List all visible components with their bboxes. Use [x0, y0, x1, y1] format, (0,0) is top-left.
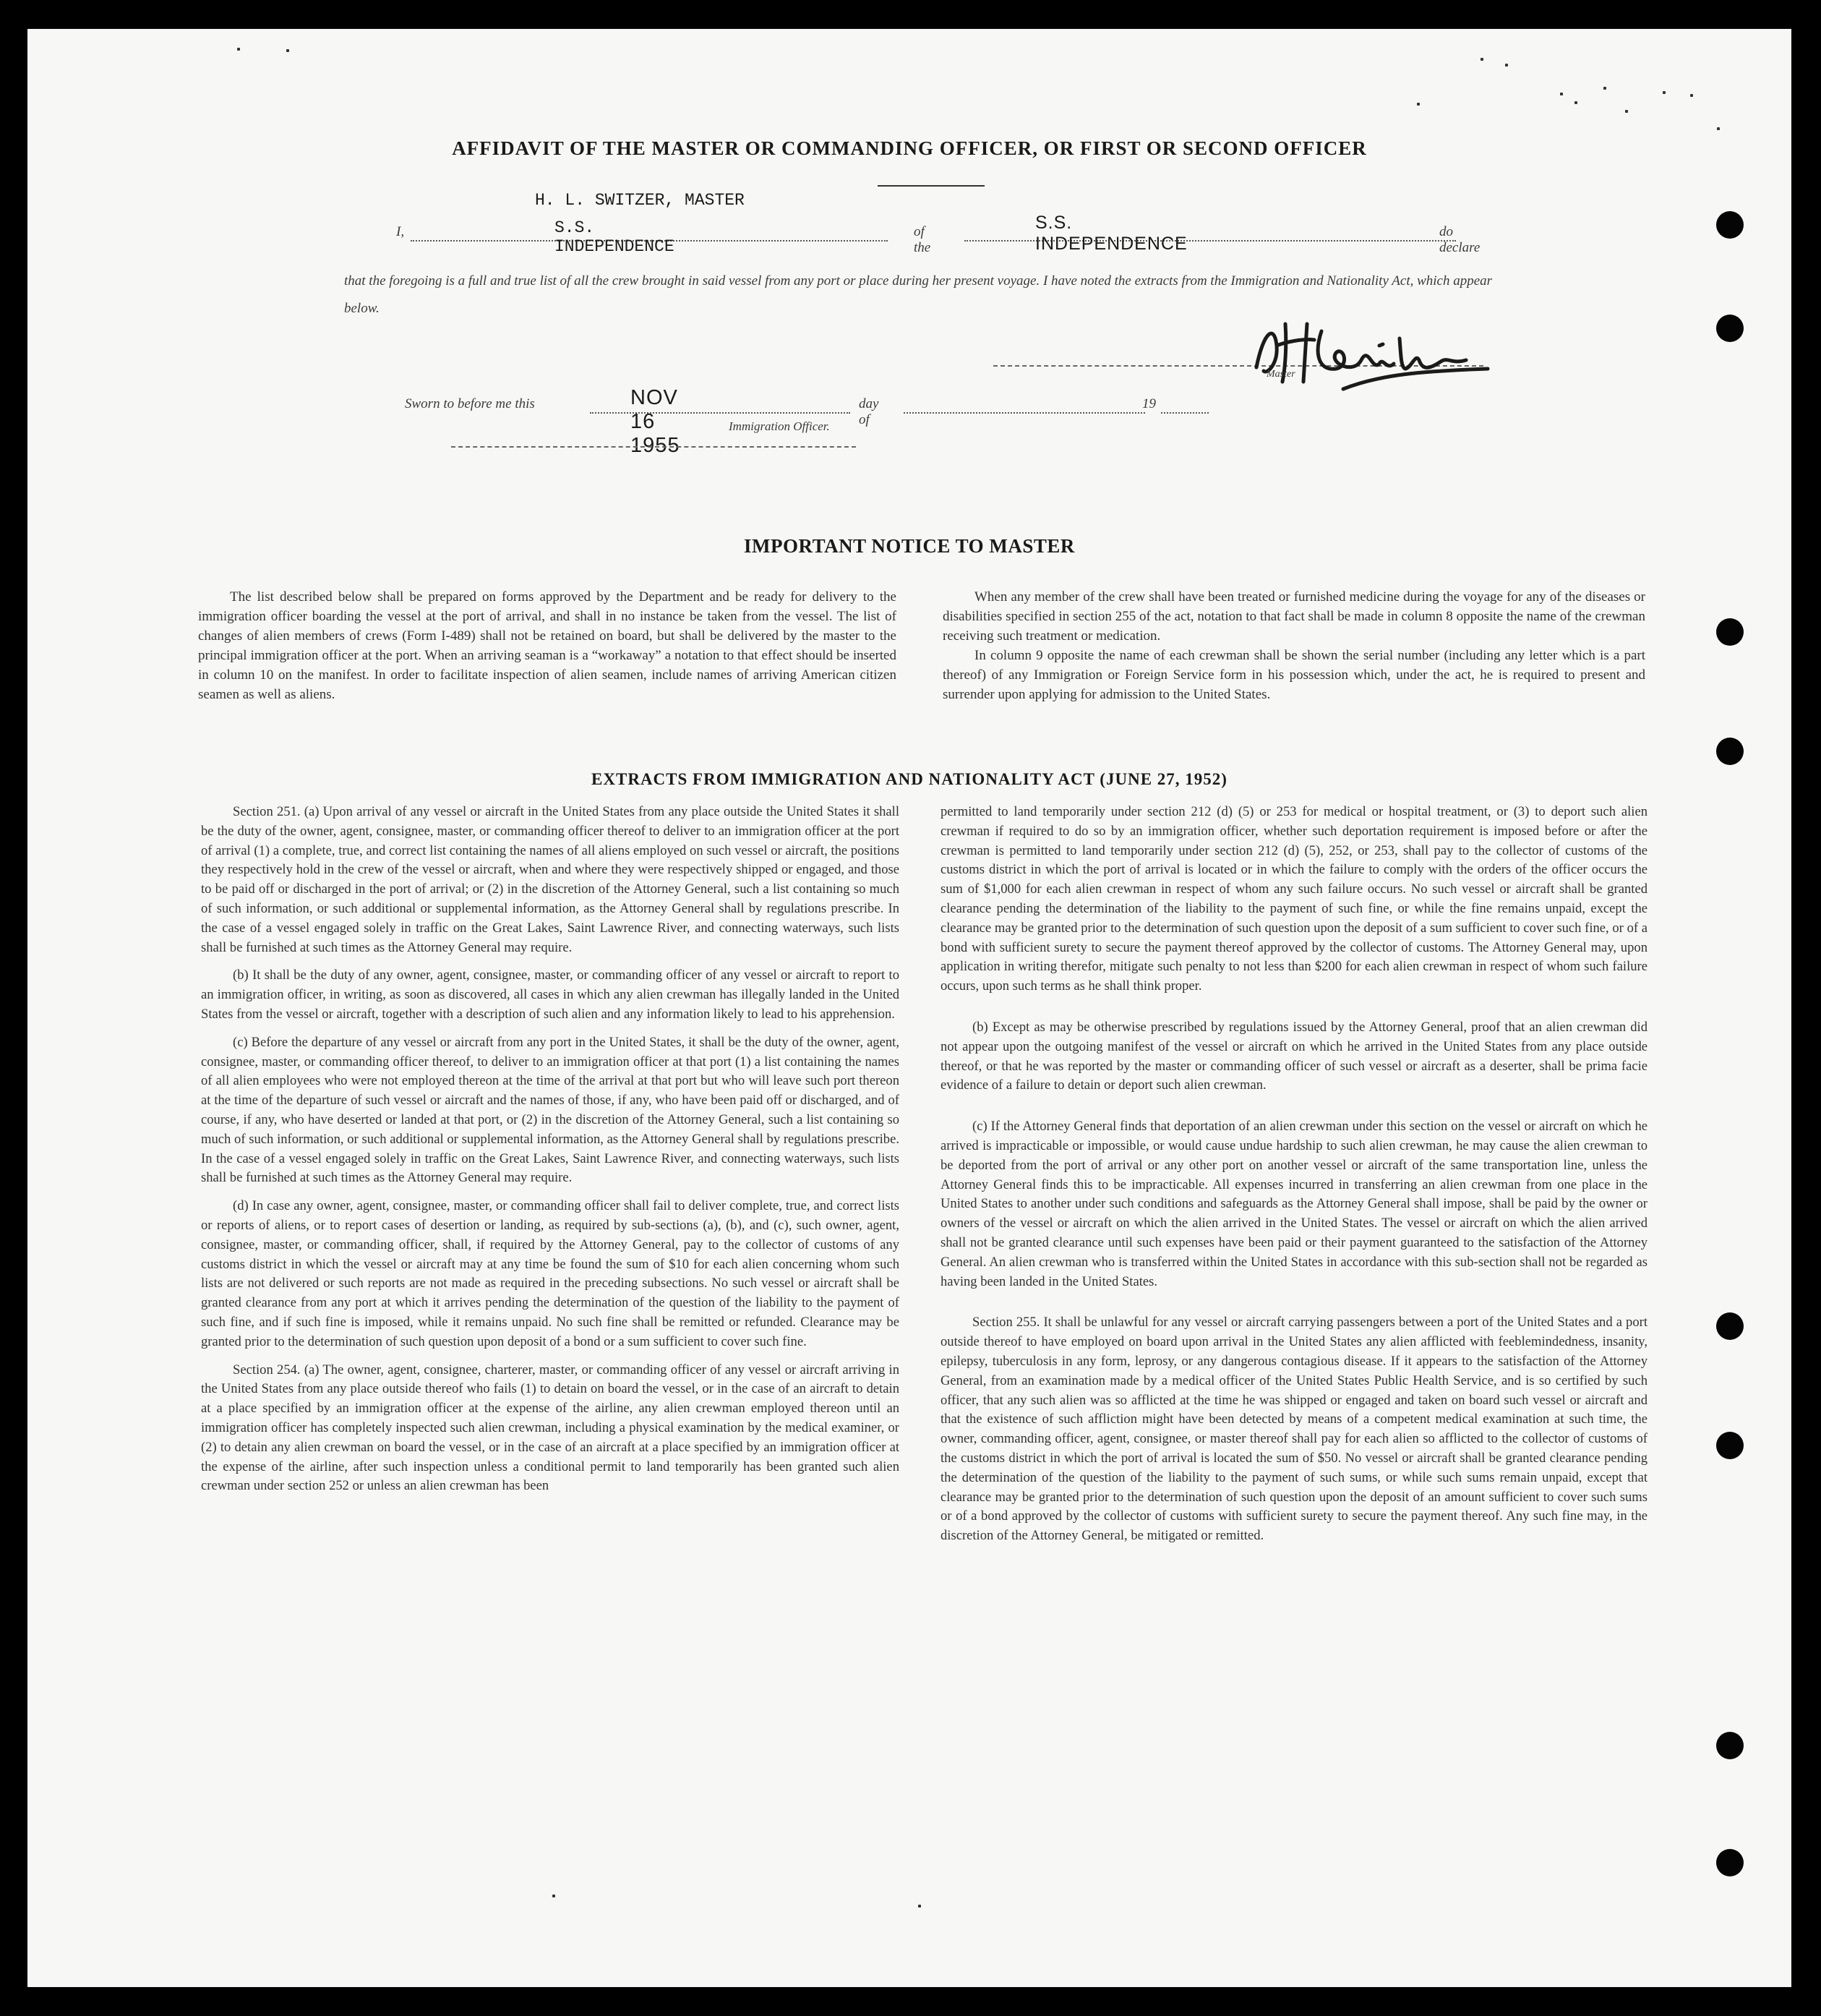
act-paragraph: (c) If the Attorney General finds that deportation of an alien crewman under this section on the vessel or aircraft on which he arrived is impracticable or impossible, or would cause undue hardship to such alien crewman, he may cause the alien crewman to be deported from the port of arrival or any other port on another vessel or aircraft of the same transportation line, unless the Attorney General finds this to be impracticable. All expenses incurred in transferring an alien crewman from one place in the United States to another under such conditions and safeguards as the Attorney General shall impose, shall be paid by the owner or owners of the vessel or aircraft on which the alien arrived in the United States. The vessel or aircraft on which the alien arrived shall not be granted clearance until such expenses have been paid or their payment guaranteed to the satisfaction of the Attorney General. An alien crewman who is transferred within the United States in accordance with this sub-section shall not be regarded as having been landed in the United States.	[941, 1119, 1648, 1289]
scan-speck	[552, 1895, 555, 1897]
scan-speck	[1625, 110, 1628, 113]
date-blank-line	[590, 412, 850, 414]
signature-text	[1304, 334, 1418, 356]
act-paragraph: (c) Before the departure of any vessel or aircraft from any port in the United States, it shall be the duty of the owner, agent, consignee, master, or commanding officer thereof, to deliver to an immigration officer at that port (1) a list containing the names of all alien employees who were not employed thereon at the time of the arrival at that port but who will leave such port thereon at the time of the departure of such vessel or aircraft and the names of those, if any, who have been paid off or discharged, and of course, if any, who have deserted or landed at that port, or (2) in the discretion of the Attorney General, such a list containing so much of such information, or such additional or supplemental information, as the Attorney General shall by regulations prescribe. In the case of a vessel engaged solely in traffic on the Great Lakes, Saint Lawrence River, and connecting waterways, such lists shall be furnished at such times as the Attorney General may require.	[201, 1034, 899, 1186]
typed-vessel-line: S.S. INDEPENDENCE	[554, 218, 674, 256]
master-caption: Master	[1267, 369, 1295, 380]
scan-speck	[1690, 94, 1693, 97]
typed-name: H. L. SWITZER, MASTER	[535, 191, 745, 210]
act-paragraph: Section 254. (a) The owner, agent, consignee, charterer, master, or commanding officer of any vessel or aircraft arriving in the United States from any place outside thereof who fails (1) to detain on board the vessel, or in the case of an aircraft to detain at a place specified by an immigration officer at the expense of the airline, any alien crewman employed thereon until an immigration officer has completely inspected such alien crewman, including a physical examination by the medical examiner, or (2) to detain any alien crewman on board the vessel, or in the case of an aircraft at a place specified by an immigration officer at the expense of the airline, after such inspection unless a conditional permit to land temporarily has been granted such alien crewman under section 252 or unless an alien crewman has been	[201, 1362, 899, 1494]
act-paragraph: (d) In case any owner, agent, consignee, master, or commanding officer shall fail to deliver complete, true, and correct lists or reports of aliens, or to report cases of desertion or landing, as required by sub-sections (a), (b), and (c), such owner, agent, consignee, master, or commanding officer, shall, if required by the Attorney General, pay to the collector of customs of any customs district in which the vessel or aircraft may at any time be found the sum of $10 for each alien concerning whom such lists are not delivered or such reports are not made as required in the preceding subsections. No such vessel or aircraft shall be granted clearance from any port at which it arrives pending the determination of the question of the liability to the payment of such fine, and if such fine is imposed, while it remains unpaid. No such fine shall be remitted or refunded. Clearance may be granted prior to the determination of such question upon deposit of a bond or a sum sufficient to cover such fine.	[201, 1198, 899, 1349]
year-prefix: 19	[1142, 396, 1156, 411]
month-blank-line	[904, 412, 1145, 414]
do-declare-label: do declare	[1439, 224, 1481, 255]
scan-speck	[1574, 101, 1577, 104]
scan-speck	[918, 1905, 921, 1908]
sworn-date-stamp: NOV 16 1955	[630, 386, 680, 457]
notice-paragraph: In column 9 opposite the name of each crewman shall be shown the serial number (including any letter which is a part thereof) of any Immigration or Foreign Service form in his possession which, under the act, he is required to present and surrender upon applying for admission to the United States.	[943, 648, 1645, 702]
scan-speck	[1481, 58, 1483, 61]
punch-hole	[1716, 618, 1744, 646]
of-the-label: of the	[914, 224, 931, 255]
document-page	[27, 29, 1791, 1987]
master-signature	[1235, 302, 1495, 407]
punch-hole	[1716, 1432, 1744, 1459]
vessel-stamp: S.S. INDEPENDENCE	[1035, 213, 1188, 254]
scan-speck	[1717, 127, 1720, 130]
punch-hole	[1716, 211, 1744, 239]
punch-hole	[1716, 1312, 1744, 1340]
officer-caption: Immigration Officer.	[729, 419, 830, 433]
scan-speck	[1505, 64, 1508, 67]
title-rule	[878, 185, 985, 187]
act-paragraph: (b) Except as may be otherwise prescribed by regulations issued by the Attorney General, proof that an alien crewman did not appear upon the outgoing manifest of the vessel or aircraft on which he arrived in the United States from any place outside thereof, or that he was reported by the master or commanding officer of such vessel or aircraft as a deserter, shall be prima facie evidence of a failure to detain or deport such alien crewman.	[941, 1019, 1648, 1093]
declaration-text: that the foregoing is a full and true list of all the crew brought in said vessel from any port or place during her present voyage. I have noted the extracts from the Immigration and Nationality Act, which appear below.	[344, 273, 1493, 316]
act-paragraph: (b) It shall be the duty of any owner, agent, consignee, master, or commanding officer of any vessel or aircraft to report to an immigration officer, in writing, as soon as discovered, all cases in which any alien crewman has illegally landed in the United States from the vessel or aircraft, together with a description of such alien and any information likely to lead to his apprehension.	[201, 968, 899, 1022]
scan-speck	[1560, 93, 1563, 95]
punch-hole	[1716, 738, 1744, 765]
scan-speck	[1603, 87, 1606, 90]
punch-hole	[1716, 1732, 1744, 1759]
affidavit-title: AFFIDAVIT OF THE MASTER OR COMMANDING OFFICER, OR FIRST OR SECOND OFFICER	[452, 137, 1367, 159]
year-blank-line	[1161, 412, 1209, 414]
scan-speck	[237, 48, 240, 51]
act-paragraph: Section 251. (a) Upon arrival of any vessel or aircraft in the United States from any place outside the United States it shall be the duty of the owner, agent, consignee, master, or commanding officer thereof to deliver to an immigration officer at the port of arrival (1) a complete, true, and correct list containing the names of all aliens employed on such vessel or aircraft, the positions they respectively hold in the crew of the vessel or aircraft, when and where they were respectively shipped or engaged, and those to be paid off or discharged in the port of arrival; or (2) in the discretion of the Attorney General, such a list containing so much of such information, or such additional or supplemental information, as the Attorney General shall by regulations prescribe. In the case of a vessel engaged solely in traffic on the Great Lakes, Saint Lawrence River, and connecting waterways, such lists shall be furnished at such times as the Attorney General may require.	[201, 804, 899, 955]
extracts-title: EXTRACTS FROM IMMIGRATION AND NATIONALITY ACT (JUNE 27, 1952)	[591, 770, 1227, 788]
notice-title: IMPORTANT NOTICE TO MASTER	[744, 535, 1075, 557]
act-paragraph: Section 255. It shall be unlawful for any vessel or aircraft carrying passengers between a port of the United States and a port outside thereof to have employed on board upon arrival in the United States any alien afflicted with feeblemindedness, insanity, epilepsy, tuberculosis in any form, leprosy, or any dangerous contagious disease. If it appears to the satisfaction of the Attorney General, from an examination made by a medical officer of the United States Public Health Service, and is so certified by such officer, that any such alien was so afflicted at the time he was shipped or engaged and taken on board such vessel or aircraft and that the existence of such affliction might have been detected by means of a competent medical examination at such time, the owner, commanding officer, agent, consignee, or master thereof shall pay for each alien so afflicted to the collector of customs of the customs district in which the port of arrival is located the sum of $50. No vessel or aircraft shall be granted clearance pending the determination of the question of the liability to the payment of such sums, or while such sums remain unpaid, except that clearance may be granted prior to the determination of such question upon the deposit of an amount sufficient to cover such sums or of a bond approved by the collector of customs with sufficient surety to secure the payment thereof. Any such fine may, in the discretion of the Attorney General, be mitigated or remitted.	[941, 1315, 1648, 1544]
extracts-right-column	[941, 803, 1648, 1546]
day-of-label: day of	[859, 396, 879, 427]
notice-paragraph: The list described below shall be prepared on forms approved by the Department and be ready for delivery to the immigration officer boarding the vessel at the port of arrival, and shall in no instance be taken from the vessel. The list of changes of alien members of crews (Form I-489) shall not be retained on board, but shall be delivered by the master to the principal immigration officer at the port. When an arriving seaman is a “workaway” a notation to that effect should be inserted in column 10 on the manifest. In order to facilitate inspection of alien seamen, include names of arriving American citizen seamen as well as aliens.	[198, 589, 896, 702]
i-label: I,	[396, 224, 405, 239]
punch-hole	[1716, 315, 1744, 342]
punch-hole	[1716, 1849, 1744, 1876]
sworn-label: Sworn to before me this	[405, 396, 535, 411]
notice-left-column	[198, 587, 896, 704]
scan-speck	[1417, 103, 1420, 106]
scan-speck	[1663, 91, 1666, 94]
act-paragraph: permitted to land temporarily under section 212 (d) (5) or 253 for medical or hospital treatment, or (3) to deport such alien crewman if required to do so by an immigration officer, whether such deportation requirement is imposed before or after the crewman is permitted to land temporarily under section 212 (d) (5), 252, or 253, shall pay to the collector of customs of the customs district in which the port of arrival is located or in which the failure to comply with the orders of the officer occurs the sum of $1,000 for each alien crewman in respect of whom any such failure occurs. No such vessel or aircraft shall be granted clearance pending the determination of the liability to the payment of such fine, or while the fine remains unpaid, except the clearance may be granted prior to the determination of such question upon the deposit of a sum sufficient to cover such fine, or of a bond with sufficient surety to secure the payment thereof approved by the collector of customs. The Attorney General may, upon application in writing therefor, mitigate such penalty to not less than $200 for each alien crewman in respect of whom such failure occurs, upon such terms as he shall think proper.	[941, 804, 1648, 994]
notice-paragraph: When any member of the crew shall have been treated or furnished medicine during the voyage for any of the diseases or disabilities specified in section 255 of the act, notation to that fact shall be made in column 8 opposite the name of the crewman receiving such treatment or medication.	[943, 589, 1645, 644]
extracts-left-column	[201, 803, 899, 1496]
officer-signature-line	[451, 446, 856, 448]
notice-right-column	[943, 587, 1645, 704]
scan-speck	[286, 49, 289, 52]
